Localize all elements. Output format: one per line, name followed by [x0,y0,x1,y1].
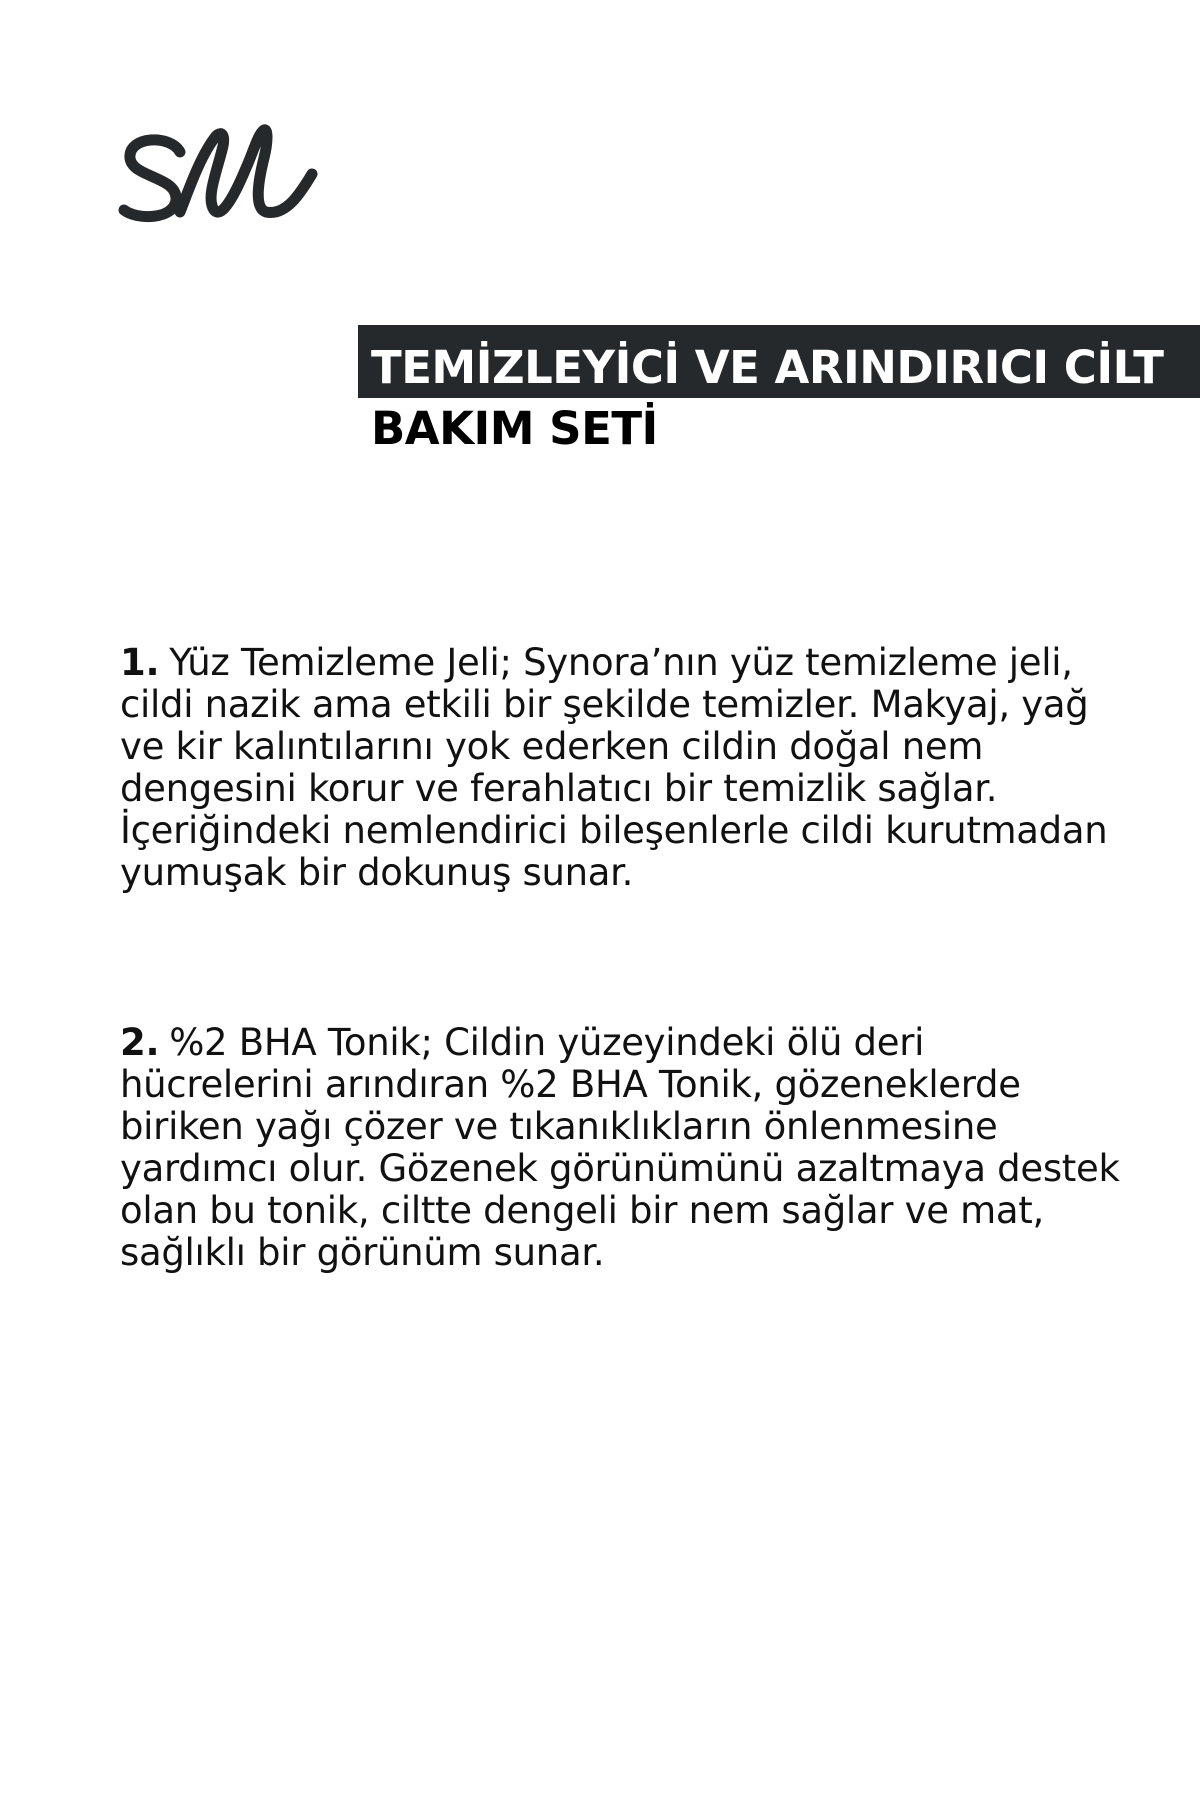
title-line-1: TEMİZLEYİCİ VE ARINDIRICI CİLT [371,341,1164,394]
page-title [358,325,1200,455]
item-text: Yüz Temizleme Jeli; Synora’nın yüz temizleme jeli, cildi nazik ama etkili bir şekilde temizler. Makyaj, yağ ve kir kalıntılarını yok ederken cildin doğal nem dengesini korur ve ferahlatıcı bir temizlik sağlar. İçeriğindeki nemlendirici bileşenlerle cildi kurutmadan yumuşak bir dokunuş sunar. [120,641,1108,894]
list-item-cleansing-gel [120,642,1120,894]
brand-logo [118,122,318,230]
item-number: 1. [120,641,160,684]
item-number: 2. [120,1021,160,1064]
item-text: %2 BHA Tonik; Cildin yüzeyindeki ölü deri hücrelerini arındıran %2 BHA Tonik, gözeneklerde biriken yağı çözer ve tıkanıklıkların önlenmesine yardımcı olur. Gözenek görünümünü azaltmaya destek olan bu tonik, ciltte dengeli bir nem sağlar ve mat, sağlıklı bir görünüm sunar. [120,1021,1120,1274]
title-line-2: BAKIM SETİ [371,402,658,455]
list-item-bha-tonic [120,1022,1120,1274]
title-highlight-bar [358,325,1200,398]
sn-script-monogram-icon [118,122,318,230]
